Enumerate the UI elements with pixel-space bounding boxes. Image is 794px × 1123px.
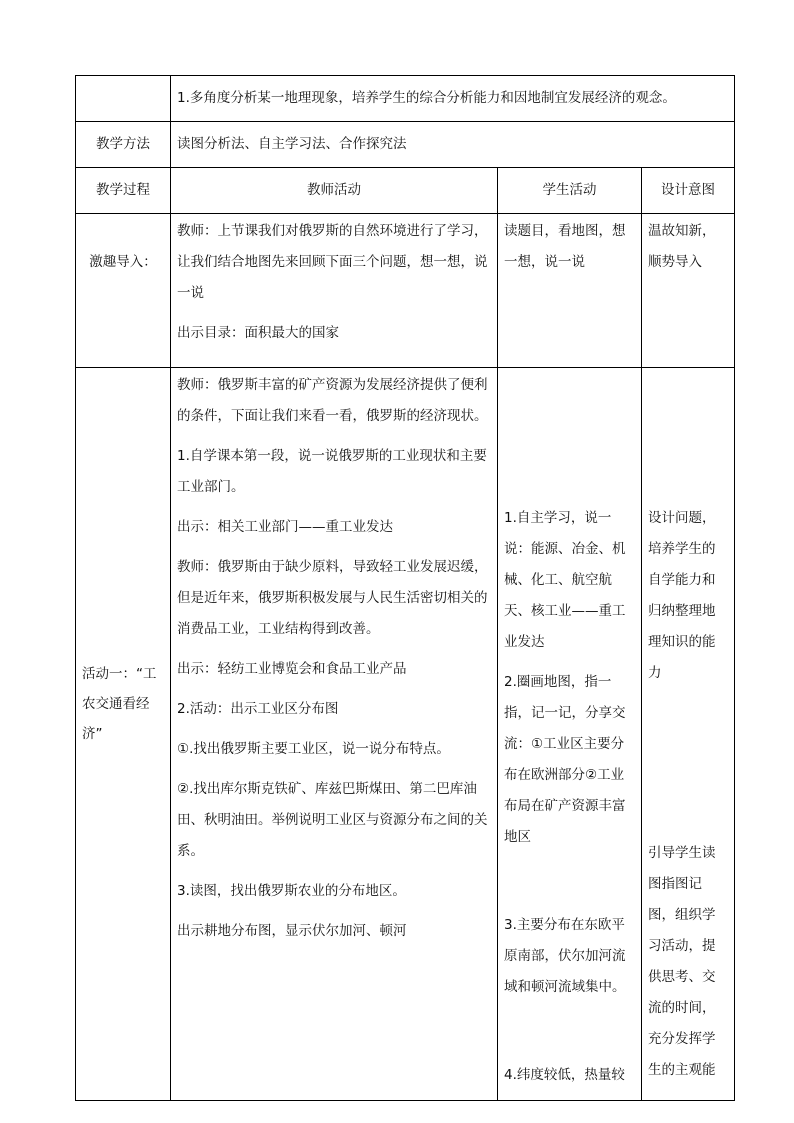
activity-student-cell — [498, 368, 642, 1101]
method-row — [76, 122, 735, 168]
header-process: 教学过程 — [76, 168, 171, 214]
activity-teacher-line: 出示：轻纺工业博览会和食品工业产品 — [177, 661, 407, 677]
method-label: 教学方法 — [76, 122, 171, 168]
activity-teacher-line: 教师：俄罗斯丰富的矿产资源为发展经济提供了便利的条件，下面让我们来看一看，俄罗斯的经济现状。 — [177, 377, 488, 424]
intro-student: 读题目，看地图，想一想，说一说 — [498, 214, 642, 368]
intro-intent: 温故知新，顺势导入 — [642, 214, 735, 368]
intro-teacher-line: 出示目录：面积最大的国家 — [177, 325, 339, 341]
goal-label-cell — [76, 76, 171, 122]
intro-row — [76, 214, 735, 368]
activity-teacher-line: 3.读图，找出俄罗斯农业的分布地区。 — [177, 883, 406, 899]
spacer — [504, 1012, 635, 1060]
intro-teacher-line: 教师：上节课我们对俄罗斯的自然环境进行了学习，让我们结合地图先来回顾下面三个问题，想一想，说一说 — [177, 223, 488, 301]
header-teacher: 教师活动 — [171, 168, 498, 214]
activity-teacher-line: 1.自学课本第一段，说一说俄罗斯的工业现状和主要工业部门。 — [177, 448, 487, 495]
intro-stage: 激趣导入： — [76, 214, 171, 368]
activity-intent-cell — [642, 368, 735, 1101]
activity-student-line: 3.主要分布在东欧平原南部，伏尔加河流域和顿河流域集中。 — [504, 917, 626, 995]
intro-teacher-cell — [171, 214, 498, 368]
activity-student-line: 4.纬度较低，热量较 — [504, 1067, 625, 1083]
lesson-plan-table — [75, 75, 735, 1101]
activity-teacher-line: 出示耕地分布图，显示伏尔加河、顿河 — [177, 923, 407, 939]
goal-text: 1.多角度分析某一地理现象，培养学生的综合分析能力和因地制宜发展经济的观念。 — [171, 76, 735, 122]
header-row — [76, 168, 735, 214]
spacer — [504, 368, 635, 503]
activity-stage: 活动一：“工农交通看经济” — [76, 368, 171, 1101]
activity-student-line: 1.自主学习，说一说：能源、冶金、机械、化工、航空航天、核工业——重工业发达 — [504, 510, 626, 650]
activity-teacher-line: ②.找出库尔斯克铁矿、库兹巴斯煤田、第二巴库油田、秋明油田。举例说明工业区与资源分布之间的关系。 — [177, 781, 488, 859]
activity-student-line: 2.圈画地图，指一指，记一记，分享交流：①工业区主要分布在欧洲部分②工业布局在矿产资源丰富地区 — [504, 674, 626, 845]
activity-teacher-line: 教师：俄罗斯由于缺少原料，导致轻工业发展迟缓，但是近年来，俄罗斯积极发展与人民生活密切相关的消费品工业，工业结构得到改善。 — [177, 559, 488, 637]
activity-teacher-line: 出示：相关工业部门——重工业发达 — [177, 519, 393, 535]
activity-teacher-cell — [171, 368, 498, 1101]
activity-intent-line: 设计问题，培养学生的自学能力和归纳整理地理知识的能力 — [648, 510, 716, 681]
method-text: 读图分析法、自主学习法、合作探究法 — [171, 122, 735, 168]
activity-row — [76, 368, 735, 1101]
spacer — [648, 698, 728, 838]
activity-teacher-line: 2.活动：出示工业区分布图 — [177, 701, 339, 717]
spacer — [648, 368, 728, 503]
spacer — [504, 862, 635, 910]
header-intent: 设计意图 — [642, 168, 735, 214]
activity-intent-line: 引导学生读图指图记图，组织学习活动，提供思考、交流的时间，充分发挥学生的主观能 — [648, 845, 716, 1078]
goal-row — [76, 76, 735, 122]
activity-teacher-line: ①.找出俄罗斯主要工业区，说一说分布特点。 — [177, 741, 450, 757]
header-student: 学生活动 — [498, 168, 642, 214]
